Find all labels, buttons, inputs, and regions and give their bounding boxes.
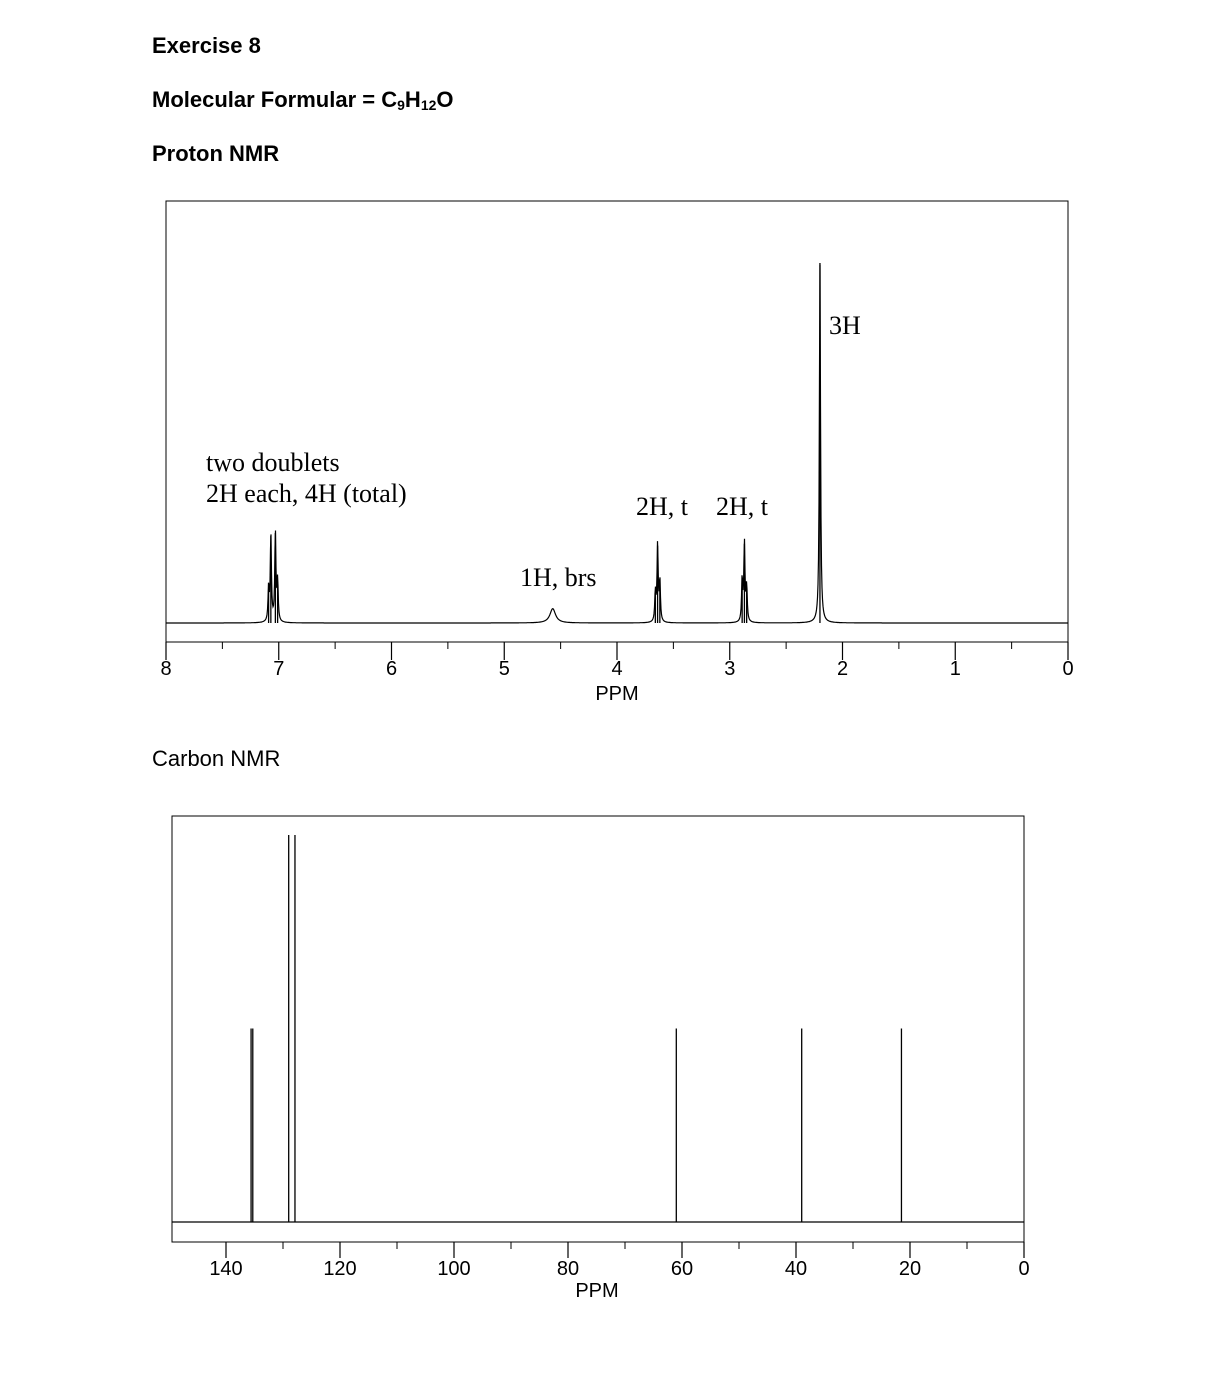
x-tick-label: 0: [1062, 658, 1074, 680]
x-tick-label: 5: [498, 658, 510, 680]
x-tick-label: 100: [437, 1258, 471, 1280]
proton-nmr-heading: Proton NMR: [152, 141, 280, 166]
x-tick-label: 0: [1018, 1258, 1030, 1280]
annotation-two-doublets: two doublets: [206, 448, 340, 477]
x-tick-label: 6: [385, 658, 398, 680]
formula-sub-c: 9: [397, 97, 405, 113]
x-axis-label: PPM: [595, 683, 639, 705]
x-tick-label: 140: [209, 1258, 243, 1280]
annotation-2h-t-2: 2H, t: [716, 492, 768, 521]
x-tick-label: 1: [949, 658, 961, 680]
x-tick-label: 80: [556, 1258, 580, 1280]
formula-label: Molecular Formular =: [152, 87, 382, 112]
plot-frame: [172, 816, 1024, 1242]
x-tick-label: 60: [670, 1258, 694, 1280]
formula-sub-h: 12: [420, 97, 437, 113]
x-tick-label: 2: [836, 658, 849, 680]
x-axis-label: PPM: [575, 1280, 619, 1302]
annotation-1h-brs: 1H, brs: [520, 563, 597, 592]
formula-atom-o: O: [436, 87, 454, 112]
x-tick-label: 40: [784, 1258, 808, 1280]
x-tick-label: 7: [273, 658, 285, 680]
annotation-2h-t-1: 2H, t: [636, 492, 688, 521]
annotation-two-doublets-detail: 2H each, 4H (total): [206, 479, 407, 508]
x-tick-label: 120: [323, 1258, 357, 1280]
x-tick-label: 20: [898, 1258, 922, 1280]
formula-atom-h: H: [404, 87, 421, 112]
x-tick-label: 4: [611, 658, 623, 680]
carbon-nmr-heading: Carbon NMR: [152, 746, 281, 771]
annotation-3h: 3H: [829, 311, 861, 340]
x-tick-label: 8: [160, 658, 172, 680]
formula-atom-c: C: [381, 87, 398, 112]
x-tick-label: 3: [724, 658, 736, 680]
exercise-title: Exercise 8: [152, 33, 261, 58]
